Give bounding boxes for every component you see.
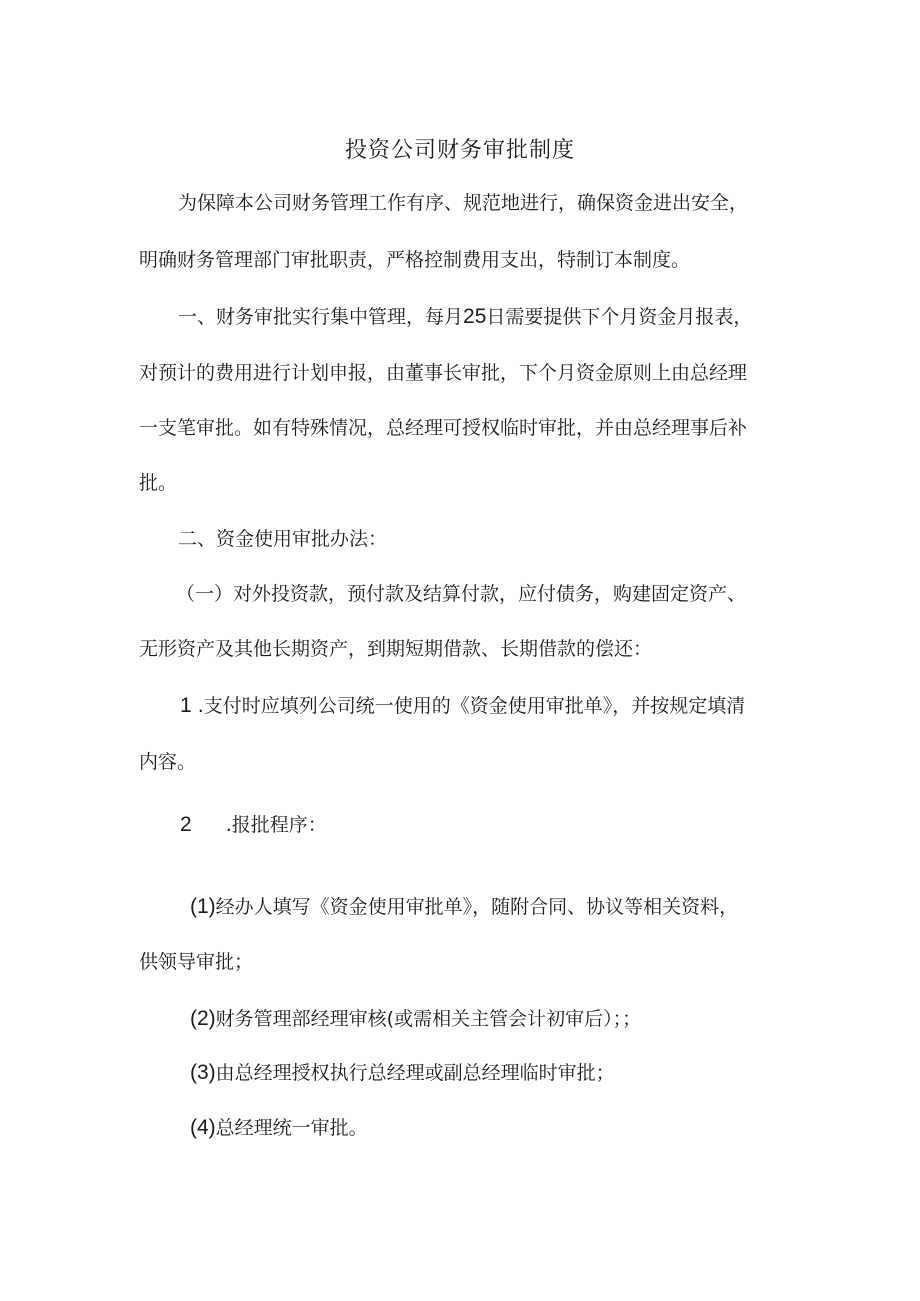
step1-line-1 bbox=[190, 892, 738, 922]
section1-line-1 bbox=[178, 302, 752, 332]
section1-line-1-end: 日需要提供下个月资金月报表， bbox=[486, 306, 753, 328]
item1-number: 1 bbox=[180, 694, 192, 717]
subsection1-line-2: 无形资产及其他长期资产，到期短期借款、长期借款的偿还： bbox=[139, 638, 653, 660]
step2-number: (2) bbox=[190, 1007, 216, 1030]
step1-line-2: 供领导审批； bbox=[139, 951, 254, 973]
item2-line bbox=[180, 810, 327, 840]
section1-line-2: 对预计的费用进行计划申报，由董事长审批，下个月资金原则上由总经理 bbox=[139, 362, 748, 384]
step2-line bbox=[190, 1004, 641, 1034]
item2-text: .报批程序： bbox=[225, 814, 327, 836]
document-title: 投资公司财务审批制度 bbox=[344, 138, 575, 163]
subsection1-line-1: （一）对外投资款，预付款及结算付款，应付债务，购建固定资产、 bbox=[176, 583, 747, 605]
step1-number: (1) bbox=[190, 895, 216, 918]
step3-line bbox=[190, 1058, 615, 1088]
step4-number: (4) bbox=[190, 1116, 216, 1139]
step4-line bbox=[190, 1113, 368, 1143]
section1-line-1-start: 一、财务审批实行集中管理，每月 bbox=[178, 306, 464, 328]
step4-text: 总经理统一审批。 bbox=[215, 1117, 368, 1139]
section1-day-number: 25 bbox=[463, 305, 487, 328]
intro-line-1: 为保障本公司财务管理工作有序、规范地进行，确保资金进出安全， bbox=[178, 192, 749, 214]
step2-text: 财务管理部经理审核(或需相关主管会计初审后）；； bbox=[215, 1008, 642, 1030]
item1-text: .支付时应填列公司统一使用的《资金使用审批单》，并按规定填清 bbox=[191, 695, 746, 717]
step3-number: (3) bbox=[190, 1061, 216, 1084]
step3-text: 由总经理授权执行总经理或副总经理临时审批； bbox=[215, 1062, 615, 1084]
section1-line-4: 批。 bbox=[139, 472, 178, 494]
section1-line-3: 一支笔审批。如有特殊情况，总经理可授权临时审批，并由总经理事后补 bbox=[139, 417, 748, 439]
intro-line-2: 明确财务管理部门审批职责，严格控制费用支出，特制订本制度。 bbox=[139, 249, 691, 271]
item1-line-2: 内容。 bbox=[139, 751, 197, 773]
item1-line-1 bbox=[180, 691, 745, 721]
step1-text: 经办人填写《资金使用审批单》，随附合同、协议等相关资料， bbox=[215, 896, 739, 918]
section2-heading: 二、资金使用审批办法： bbox=[178, 528, 388, 550]
item2-number: 2 bbox=[180, 813, 192, 836]
